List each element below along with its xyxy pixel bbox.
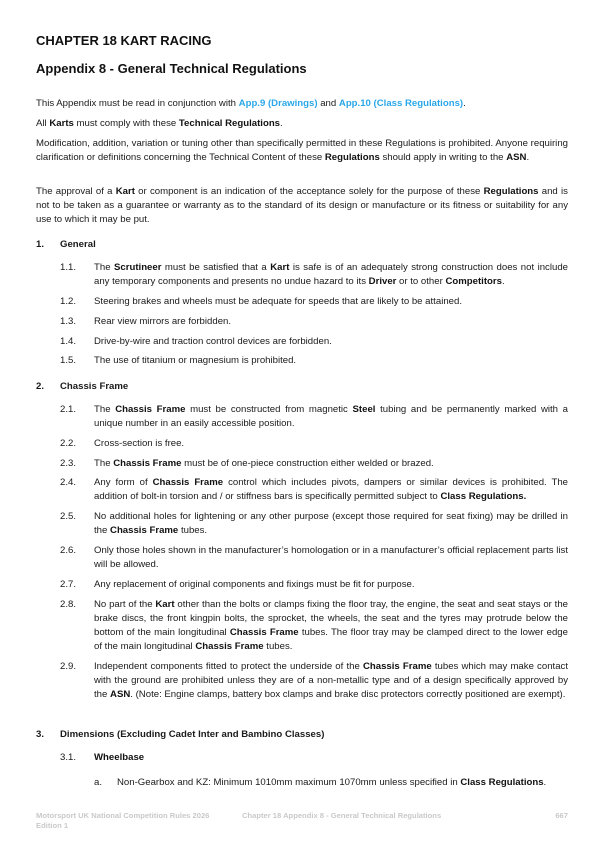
text-run: . [543,777,547,788]
intro-paragraph [36,117,568,131]
text-run: tubing and be permanently marked with a unique number in an easily accessible position. [94,404,568,429]
text-run: . [463,98,466,109]
defined-term: Wheelbase [94,752,145,763]
item-text [94,354,568,368]
intro-paragraph [36,137,568,165]
text-run: Any form of [94,477,153,488]
regulation-item [60,315,568,329]
regulation-item [60,751,568,765]
item-number: 1.5. [60,355,77,366]
text-run: tubes. [178,525,208,536]
section-number: 2. [36,381,45,392]
item-number: 1.1. [60,262,77,273]
text-run: or to other [396,276,446,287]
defined-term: ASN [506,152,527,163]
text-run: must comply with these [73,118,179,129]
footer-page-number: 667 [555,811,568,820]
text-run: This Appendix must be read in conjunction with [36,98,239,109]
item-text [94,403,568,431]
defined-term: Steel [352,404,376,415]
item-number: 2.2. [60,438,77,449]
regulation-item [60,335,568,349]
section-title: General [60,239,96,250]
item-number: 2.5. [60,511,77,522]
item-text [94,544,568,572]
intro-paragraph [36,185,568,227]
regulation-item [60,660,568,702]
defined-term: Class Regulations. [440,491,527,502]
cross-reference-link[interactable]: App.9 (Drawings) [238,98,318,109]
text-run: The [94,458,114,469]
item-text [94,457,568,471]
text-run: Rear view mirrors are forbidden. [94,316,232,327]
item-text [94,295,568,309]
regulation-item [60,403,568,431]
defined-term: Chassis Frame [113,458,182,469]
text-run: No part of the [94,599,156,610]
defined-term: Chassis Frame [229,627,299,638]
sub-item [94,776,568,790]
section-number: 3. [36,729,45,740]
text-run: Any replacement of original components and fixings must be fit for purpose. [94,579,415,590]
regulation-item [60,578,568,592]
regulation-item [60,261,568,289]
text-run: Drive-by-wire and traction control devices are forbidden. [94,336,332,347]
text-run: Only those holes shown in the manufacturer’s homologation or in a manufacturer’s official replacement parts list will be allowed. [94,545,568,570]
text-run: The use of titanium or magnesium is prohibited. [94,355,297,366]
item-number: 2.7. [60,579,77,590]
text-run: Steering brakes and wheels must be adequate for speeds that are likely to be attained. [94,296,462,307]
defined-term: Regulations [483,186,539,197]
item-number: 3.1. [60,752,77,763]
item-number: 2.9. [60,661,77,672]
appendix-title: Appendix 8 - General Technical Regulations [36,61,307,76]
item-text [94,476,568,504]
item-number: 1.3. [60,316,77,327]
item-text [94,578,568,592]
defined-term: Karts [49,118,74,129]
text-run: and [317,98,339,109]
text-run: . [280,118,283,129]
regulation-item [60,354,568,368]
text-run: is safe is of an adequately strong construction does not include any temporary components and presents no undue hazard to its [94,262,568,287]
text-run: Non-Gearbox and KZ: Minimum 1010mm maximum 1070mm unless specified in [117,777,461,788]
footer-publication [36,811,209,831]
text-run: . [501,276,505,287]
footer-publication-title: Motorsport UK National Competition Rules 2026 [36,811,210,820]
text-run: tubes which may make contact with the ground are prohibited unless they are of a non-metallic type and of a design specifically approved by the [94,661,568,700]
regulation-item [60,510,568,538]
item-text [94,335,568,349]
text-run: Modification, addition, variation or tuning other than specifically permitted in these Regulations is prohibited. Anyone requiring clarification or definitions concerning the Technical Content of these [36,138,568,163]
regulation-item [60,476,568,504]
text-run: The approval of a [36,186,116,197]
item-number: 2.3. [60,458,77,469]
defined-term: Chassis Frame [115,404,186,415]
section-title: Dimensions (Excluding Cadet Inter and Bambino Classes) [60,729,325,740]
defined-term: Driver [368,276,397,287]
regulation-item [60,457,568,471]
defined-term: Regulations [324,152,380,163]
text-run: . [526,152,530,163]
cross-reference-link[interactable]: App.10 (Class Regulations) [338,98,464,109]
section-title: Chassis Frame [60,381,129,392]
item-number: 2.8. [60,599,77,610]
text-run: must be of one-piece construction either welded or brazed. [181,458,434,469]
item-text [94,598,568,654]
defined-term: Technical Regulations [178,118,281,129]
section-number: 1. [36,239,45,250]
defined-term: Class Regulations [460,777,544,788]
intro-paragraph [36,97,568,111]
text-run: or component is an indication of the acceptance solely for the purpose of these [134,186,484,197]
item-text [94,261,568,289]
item-number: 2.4. [60,477,77,488]
text-run: No additional holes for lightening or any other purpose (except those required for seat fixing) may be drilled in the [94,511,568,536]
item-text [94,315,568,329]
text-run: and is not to be taken as a guarantee or warranty as to the standard of its design or manufacture or its fitness or suitability for any use to which it may be put. [36,186,568,225]
text-run: must be satisfied that a [161,262,271,273]
regulation-item [60,295,568,309]
footer-edition: Edition 1 [36,821,69,830]
section-heading [36,728,568,742]
item-text [94,660,568,702]
text-run: should apply in writing to the [379,152,507,163]
item-number: 2.1. [60,404,77,415]
defined-term: Chassis Frame [152,477,224,488]
defined-term: Scrutineer [114,262,162,273]
footer-chapter: Chapter 18 Appendix 8 - General Technical Regulations [242,811,442,820]
text-run: Independent components fitted to protect the underside of the [94,661,363,672]
item-number: 1.4. [60,336,77,347]
section-heading [36,380,568,394]
text-run: Cross-section is free. [94,438,185,449]
text-run: All [36,118,50,129]
item-text [94,437,568,451]
regulation-item [60,598,568,654]
defined-term: Kart [115,186,135,197]
sub-item-text [117,776,568,790]
section-heading [36,238,568,252]
defined-term: Kart [270,262,290,273]
defined-term: Kart [155,599,175,610]
text-run: tubes. The floor tray may be clamped direct to the lower edge of the main longitudinal [94,627,568,652]
item-number: 2.6. [60,545,77,556]
text-run: . (Note: Engine clamps, battery box clamps and brake disc protectors correctly positioned are exempt). [130,689,566,700]
text-run: control which includes pivots, dampers or similar devices is prohibited. The addition of bolt-in torsion and / or stiffness bars is specifically permitted subject to [94,477,568,502]
defined-term: Chassis Frame [195,641,264,652]
item-text [94,510,568,538]
item-number: 1.2. [60,296,77,307]
text-run: must be constructed from magnetic [185,404,353,415]
defined-term: Chassis Frame [110,525,179,536]
item-text [94,751,568,765]
sub-item-letter: a. [94,777,103,788]
text-run: other than the bolts or clamps fixing the floor tray, the engine, the seat and seat stays or the brake discs, the front kingpin bolts, the sprocket, the wheels, the seat and the tyres may protrude below the bottom of the main longitudinal [94,599,569,638]
text-run: The [94,404,116,415]
text-run: tubes. [263,641,293,652]
regulation-item [60,544,568,572]
defined-term: ASN [110,689,131,700]
chapter-title: CHAPTER 18 KART RACING [36,33,212,48]
defined-term: Chassis Frame [362,661,432,672]
defined-term: Competitors [445,276,502,287]
text-run: The [94,262,114,273]
regulation-item [60,437,568,451]
